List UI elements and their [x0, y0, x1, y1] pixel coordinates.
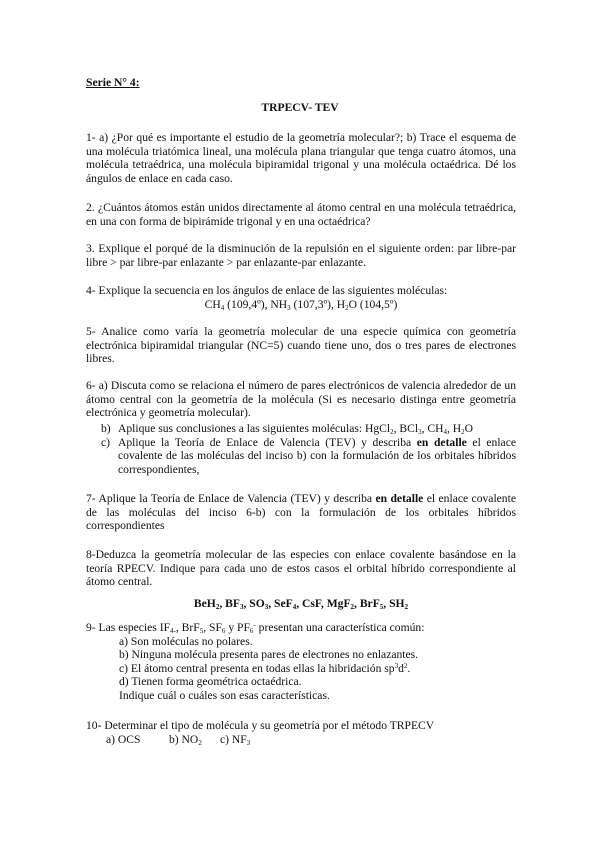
question-8-text: 8-Deduzca la geometría molecular de las especies con enlace covalente basándose en la teoría RPECV. Indique para cada uno de estos casos el orbital híbrido correspondiente al átomo central. [86, 548, 516, 589]
question-4 [86, 284, 516, 311]
question-9-text: 9- Las especies $IF_{4-}$, BrF$_5$, $SF_6$ y $PF_6^-$ presentan una característica común: [86, 621, 425, 635]
question-10-options [86, 733, 516, 747]
question-9-option-b: b) Ninguna molécula presenta pares de electrones no enlazantes. [119, 648, 419, 662]
question-9-option-c: c) El átomo central presenta en todas ellas la hibridación $sp^3d^2$. [119, 661, 411, 675]
question-3: 3. Explique el porqué de la disminución de la repulsión en el siguiente orden: par libre-par libre > par libre-par enlazante > par enlazante-par enlazante. [86, 242, 516, 269]
question-6-sublist [86, 422, 516, 476]
question-9 [86, 621, 516, 703]
question-10-option-b: b) $NO_2$ [169, 732, 202, 747]
question-10 [86, 719, 516, 747]
question-4-text: 4- Explique la secuencia en los ángulos de enlace de las siguientes moléculas: [86, 284, 448, 297]
question-9-instruction: Indique cuál o cuáles son esas características. [119, 688, 330, 702]
question-8-species: BeH$_2$, $BF_3$, $SO_3$, SeF$_4$, CsF, MgF$_2$, BrF$_5$, $SH_2$ [193, 596, 409, 611]
question-10-text: 10- Determinar el tipo de molécula y su geometría por el método TRPECV [86, 719, 435, 732]
question-5: 5- Analice como varía la geometría molecular de una especie química con geometría electrónica bipiramidal triangular (NC=5) cuando tiene uno, dos o tres pares de electrones libres. [86, 325, 516, 366]
question-7: 7- Aplique la Teoría de Enlace de Valencia (TEV) y describa en detalle el enlace covalente de las moléculas del inciso 6-b) con la formulación de los orbitales híbridos correspondientes [86, 492, 516, 533]
question-10-option-c: c) $NF_3$ [220, 732, 251, 747]
question-9-option-a: a) Son moléculas no polares. [119, 634, 253, 648]
question-6-item-b: b) Aplique sus conclusiones a las siguientes moléculas: HgCl$_2$, BCl$_3$, $CH_4$, $H_2O$ [101, 422, 474, 436]
question-10-option-a: a) OCS [106, 732, 141, 746]
question-4-molecules: $CH_4$ (109,4º), $NH_3$ (107,3º), $H_2O$ (104,5º) [204, 297, 398, 312]
question-9-option-d: d) Tienen forma geométrica octaédrica. [119, 675, 302, 689]
page-title: TRPECV- TEV [261, 101, 339, 114]
question-6-item-c: c) Aplique la Teoría de Enlace de Valencia (TEV) y describa en detalle el enlace covalente de las moléculas del inciso b) con la formulación de los orbitales híbridos correspondientes, [101, 435, 516, 476]
question-8 [86, 548, 516, 610]
series-heading: Serie N° 4: [86, 76, 140, 89]
question-1: 1- a) ¿Por qué es importante el estudio de la geometría molecular?; b) Trace el esquema de una molécula triatómica lineal, una molécula plana triangular que tenga cuatro átomos, una molécula tetraédrica, una molécula bipiramidal trigonal y una molécula octaédrica. Dé los ángulos de enlace en cada caso. [86, 131, 516, 185]
question-6-intro: 6- a) Discuta como se relaciona el número de pares electrónicos de valencia alrededor de un átomo central con la geometría de la molécula (Si es necesario distinga entre geometría electrónica y geometría molecular). [86, 379, 516, 420]
question-2: 2. ¿Cuántos átomos están unidos directamente al átomo central en una molécula tetraédrica, en una con forma de bipirámide trigonal y en una octaédrica? [86, 201, 516, 228]
